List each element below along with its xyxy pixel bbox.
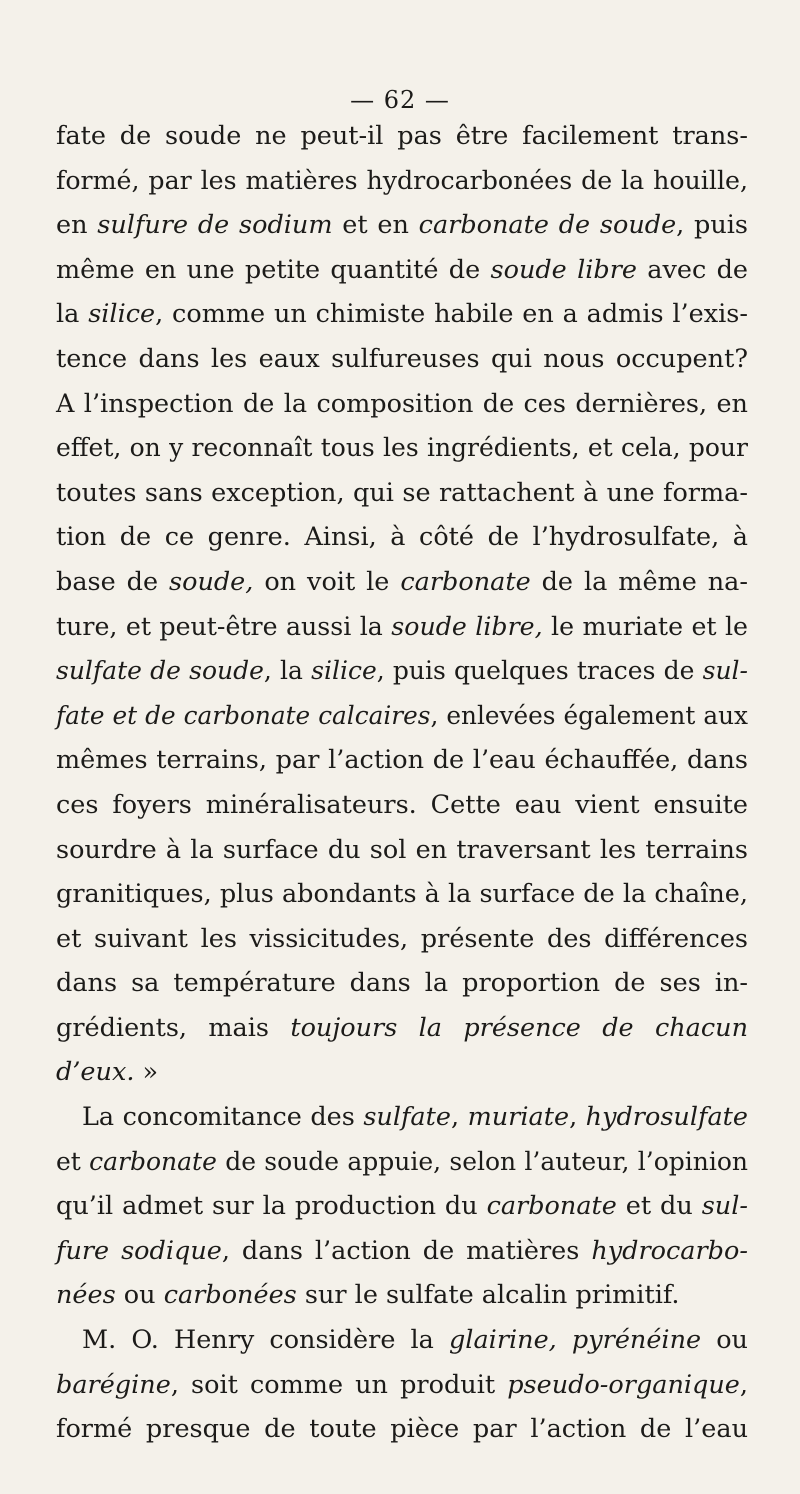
italic-text-segment: sul- xyxy=(701,1191,748,1222)
text-line xyxy=(56,1050,748,1095)
italic-text-segment: sulfure de sodium xyxy=(97,210,333,241)
text-line xyxy=(56,1363,748,1408)
italic-text-segment: sulfate xyxy=(363,1102,451,1133)
text-segment: formé presque de toute pièce par l’action de l’eau xyxy=(56,1414,748,1445)
text-segment: , xyxy=(739,1369,748,1400)
italic-text-segment: sulfate de soude xyxy=(56,656,264,686)
text-segment: ou xyxy=(115,1280,164,1311)
text-segment: et xyxy=(56,1146,90,1176)
text-line xyxy=(56,1229,748,1274)
text-segment: de la même na- xyxy=(530,566,748,597)
page-number: — 62 — xyxy=(350,86,450,114)
text-segment: grédients, mais xyxy=(56,1012,291,1043)
text-segment: et suivant les vissicitudes, présente des différences xyxy=(56,923,748,954)
italic-text-segment: toujours la présence de chacun xyxy=(290,1012,749,1043)
text-segment: ou xyxy=(701,1325,748,1356)
text-line xyxy=(56,828,748,873)
italic-text-segment: hydrosulfate xyxy=(585,1102,748,1133)
text-segment: on voit le xyxy=(253,566,401,597)
text-segment: et du xyxy=(616,1191,702,1222)
text-segment: , enlevées également aux xyxy=(430,700,749,730)
text-segment: toutes sans exception, qui se rattachent à une forma- xyxy=(56,477,748,508)
text-segment: » xyxy=(134,1057,159,1088)
text-segment: La concomitance des xyxy=(82,1102,364,1133)
italic-text-segment: carbonate xyxy=(89,1146,217,1176)
text-line xyxy=(56,292,748,337)
text-line xyxy=(56,783,748,828)
italic-text-segment: carbonate xyxy=(400,566,531,597)
text-segment: formé, par les matières hydrocarbonées de la houille, xyxy=(56,165,748,195)
text-line xyxy=(56,961,748,1006)
text-segment: , soit comme un produit xyxy=(170,1369,508,1400)
text-line xyxy=(56,560,748,605)
text-segment: dans sa température dans la proportion de ses in- xyxy=(56,968,748,999)
text-segment: A l’inspection de la composition de ces dernières, en xyxy=(56,388,748,419)
italic-text-segment: carbonate xyxy=(486,1191,617,1222)
text-segment: tence dans les eaux sulfureuses qui nous occupent? xyxy=(56,343,748,374)
text-line xyxy=(56,515,748,560)
text-line xyxy=(56,382,748,427)
text-segment: ces foyers minéralisateurs. Cette eau vient ensuite xyxy=(56,789,748,820)
text-line xyxy=(56,694,748,739)
text-line xyxy=(56,1318,748,1363)
text-segment: de soude appuie, selon l’auteur, l’opinion xyxy=(216,1146,748,1176)
text-line xyxy=(56,1140,748,1185)
body-text xyxy=(56,114,748,1452)
italic-text-segment: soude libre xyxy=(490,254,637,285)
text-line xyxy=(56,1006,748,1051)
text-segment: , la xyxy=(263,656,312,686)
italic-text-segment: hydrocarbo- xyxy=(591,1235,748,1266)
italic-text-segment: barégine xyxy=(56,1369,171,1400)
text-line xyxy=(56,1273,748,1318)
text-segment: tion de ce genre. Ainsi, à côté de l’hydrosulfate, à xyxy=(56,522,748,553)
text-segment: M. O. Henry considère la xyxy=(82,1325,449,1356)
text-line xyxy=(56,337,748,382)
text-segment: effet, on y reconnaît tous les ingrédients, et cela, pour xyxy=(56,433,748,463)
text-line xyxy=(56,471,748,516)
text-segment: et en xyxy=(332,210,419,241)
text-segment: le muriate et le xyxy=(542,611,748,641)
text-line xyxy=(56,203,748,248)
italic-text-segment: nées xyxy=(56,1280,116,1311)
italic-text-segment: soude libre, xyxy=(391,611,543,641)
italic-text-segment: d’eux. xyxy=(56,1057,135,1088)
text-segment: granitiques, plus abondants à la surface de la chaîne, xyxy=(56,879,748,910)
text-segment: base de xyxy=(56,566,169,597)
italic-text-segment: glairine, pyrénéine xyxy=(448,1325,702,1356)
text-line xyxy=(56,872,748,917)
text-segment: , comme un chimiste habile en a admis l’exis- xyxy=(155,299,748,330)
text-segment: sur le sulfate alcalin primitif. xyxy=(296,1280,680,1311)
text-segment: , xyxy=(450,1102,468,1133)
italic-text-segment: pseudo-organique xyxy=(507,1369,740,1400)
text-line xyxy=(56,159,748,204)
text-segment: , puis xyxy=(676,210,749,241)
italic-text-segment: silice xyxy=(88,299,156,330)
text-line xyxy=(56,1095,748,1140)
text-segment: qu’il admet sur la production du xyxy=(56,1191,487,1222)
text-line xyxy=(56,248,748,293)
text-line xyxy=(56,738,748,783)
text-segment: en xyxy=(56,210,98,241)
italic-text-segment: soude, xyxy=(169,566,254,597)
italic-text-segment: fure sodique xyxy=(56,1235,222,1266)
italic-text-segment: carbonate de soude xyxy=(418,210,677,241)
italic-text-segment: fate et de carbonate calcaires xyxy=(56,700,431,730)
italic-text-segment: carbonées xyxy=(163,1280,297,1311)
text-segment: mêmes terrains, par l’action de l’eau échauffée, dans xyxy=(56,745,748,776)
text-line xyxy=(56,1407,748,1452)
text-segment: fate de soude ne peut-il pas être facilement trans- xyxy=(56,121,748,151)
text-segment: ture, et peut-être aussi la xyxy=(56,611,392,641)
text-line xyxy=(56,605,748,650)
text-line xyxy=(56,1184,748,1229)
text-line xyxy=(56,114,748,159)
text-segment: même en une petite quantité de xyxy=(56,254,491,285)
text-line xyxy=(56,917,748,962)
text-segment: , dans l’action de matières xyxy=(221,1235,592,1266)
text-line xyxy=(56,649,748,694)
italic-text-segment: muriate xyxy=(467,1102,570,1133)
text-line xyxy=(56,426,748,471)
text-segment: sourdre à la surface du sol en traversant les terrains xyxy=(56,834,748,865)
italic-text-segment: sul- xyxy=(702,656,748,686)
text-segment: la xyxy=(56,299,89,330)
text-segment: avec de xyxy=(637,254,749,285)
text-segment: , xyxy=(569,1102,586,1133)
text-segment: , puis quelques traces de xyxy=(376,656,703,686)
italic-text-segment: silice xyxy=(311,656,377,686)
